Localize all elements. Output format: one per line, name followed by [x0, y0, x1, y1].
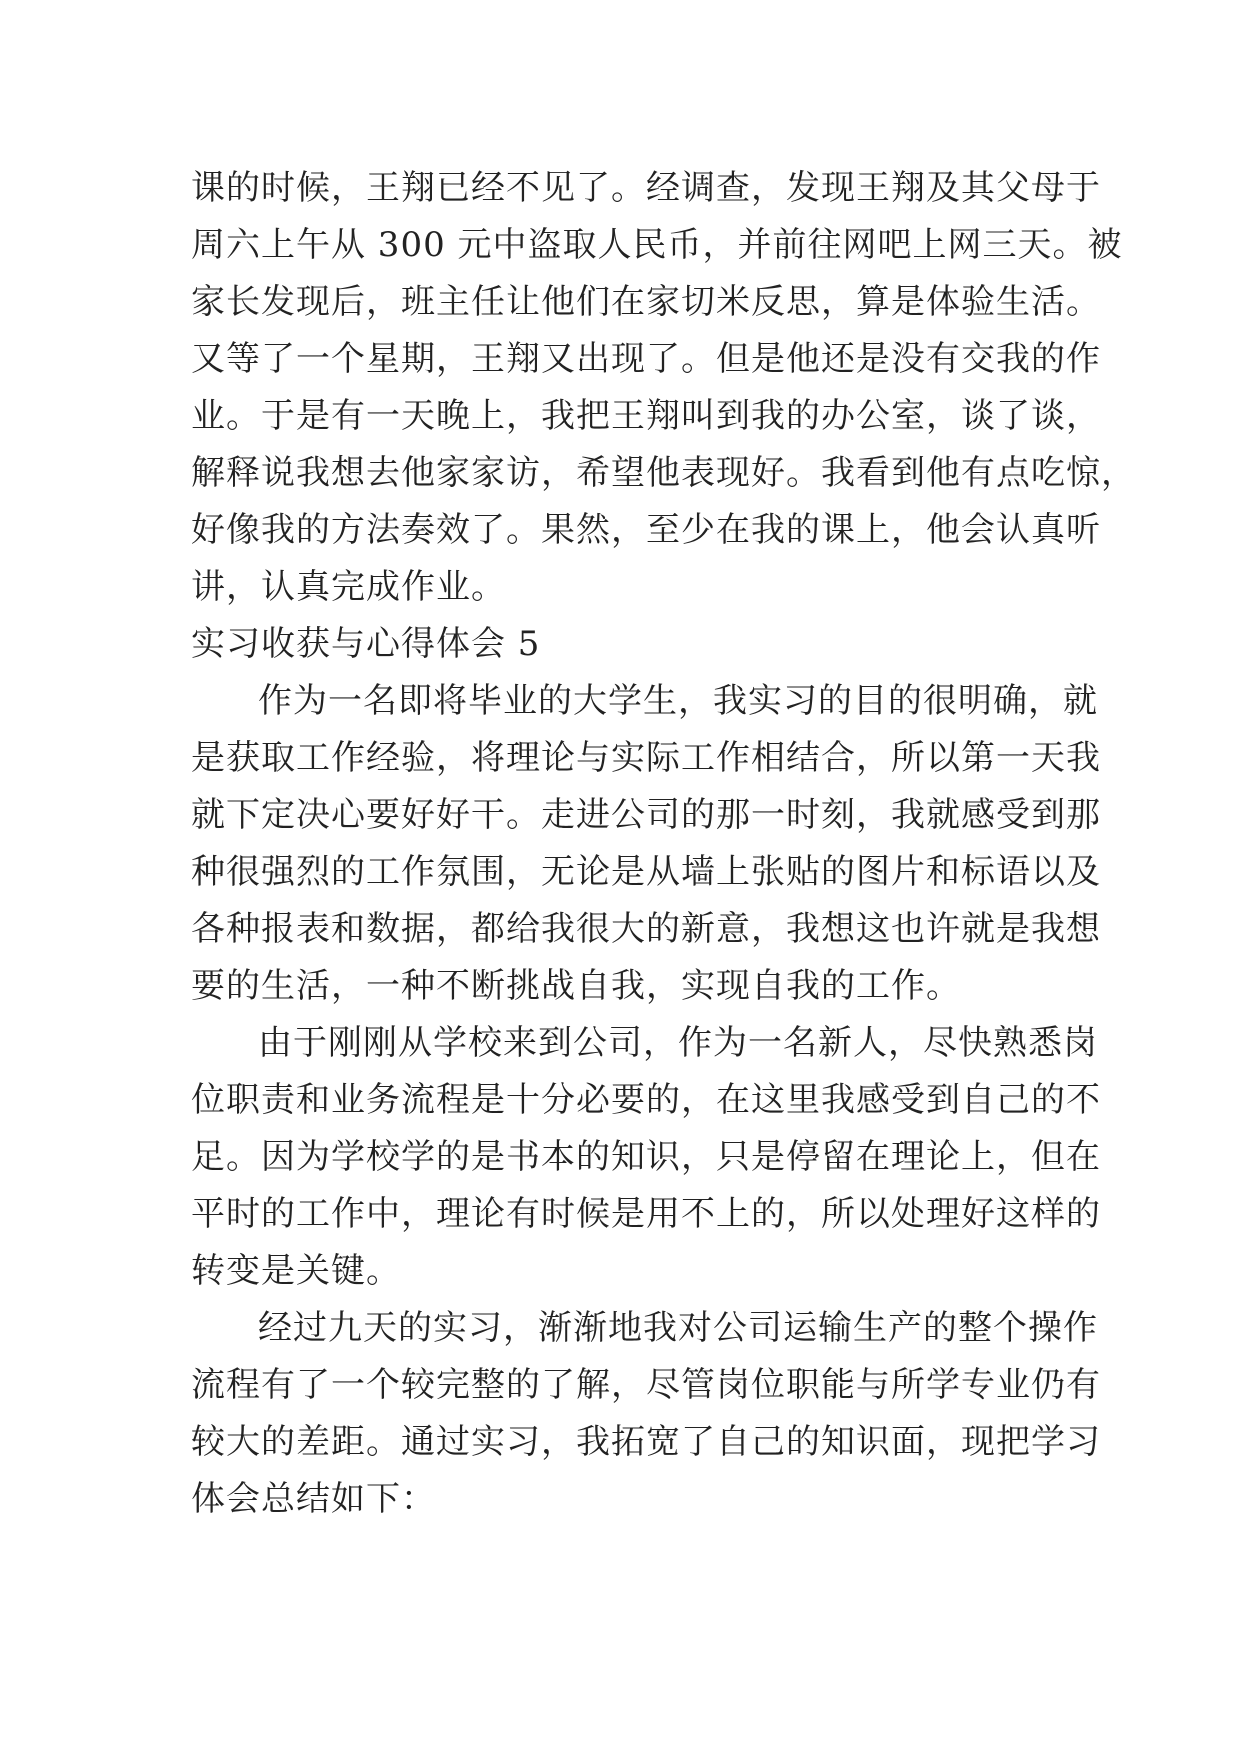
body-text-line: 业。于是有一天晚上，我把王翔叫到我的办公室，谈了谈，	[191, 396, 1101, 436]
paragraph-first-line: 由于刚刚从学校来到公司，作为一名新人，尽快熟悉岗	[258, 1023, 1098, 1063]
body-text-line: 平时的工作中，理论有时候是用不上的，所以处理好这样的	[191, 1194, 1101, 1234]
body-text-line: 解释说我想去他家家访，希望他表现好。我看到他有点吃惊，	[191, 453, 1136, 493]
body-text-line: 好像我的方法奏效了。果然，至少在我的课上，他会认真听	[191, 510, 1101, 550]
section-heading: 实习收获与心得体会 5	[191, 624, 541, 664]
body-text-line: 周六上午从 300 元中盗取人民币，并前往网吧上网三天。被	[191, 225, 1123, 265]
body-text-line: 各种报表和数据，都给我很大的新意，我想这也许就是我想	[191, 909, 1101, 949]
body-text-line: 位职责和业务流程是十分必要的，在这里我感受到自己的不	[191, 1080, 1101, 1120]
body-text-line: 又等了一个星期，王翔又出现了。但是他还是没有交我的作	[191, 339, 1101, 379]
body-text-line: 种很强烈的工作氛围，无论是从墙上张贴的图片和标语以及	[191, 852, 1101, 892]
body-text-line: 足。因为学校学的是书本的知识，只是停留在理论上，但在	[191, 1137, 1101, 1177]
body-text-line: 家长发现后，班主任让他们在家切米反思，算是体验生活。	[191, 282, 1101, 322]
body-text-line: 较大的差距。通过实习，我拓宽了自己的知识面，现把学习	[191, 1422, 1101, 1462]
body-text-line: 课的时候，王翔已经不见了。经调查，发现王翔及其父母于	[191, 168, 1101, 208]
paragraph-first-line: 经过九天的实习，渐渐地我对公司运输生产的整个操作	[258, 1308, 1098, 1348]
body-text-line: 是获取工作经验，将理论与实际工作相结合，所以第一天我	[191, 738, 1101, 778]
body-text-line: 讲，认真完成作业。	[191, 567, 506, 607]
paragraph-first-line: 作为一名即将毕业的大学生，我实习的目的很明确，就	[258, 681, 1098, 721]
body-text-line: 流程有了一个较完整的了解，尽管岗位职能与所学专业仍有	[191, 1365, 1101, 1405]
body-text-line: 体会总结如下：	[191, 1479, 436, 1519]
body-text-line: 就下定决心要好好干。走进公司的那一时刻，我就感受到那	[191, 795, 1101, 835]
body-text-line: 要的生活，一种不断挑战自我，实现自我的工作。	[191, 966, 961, 1006]
body-text-line: 转变是关键。	[191, 1251, 401, 1291]
